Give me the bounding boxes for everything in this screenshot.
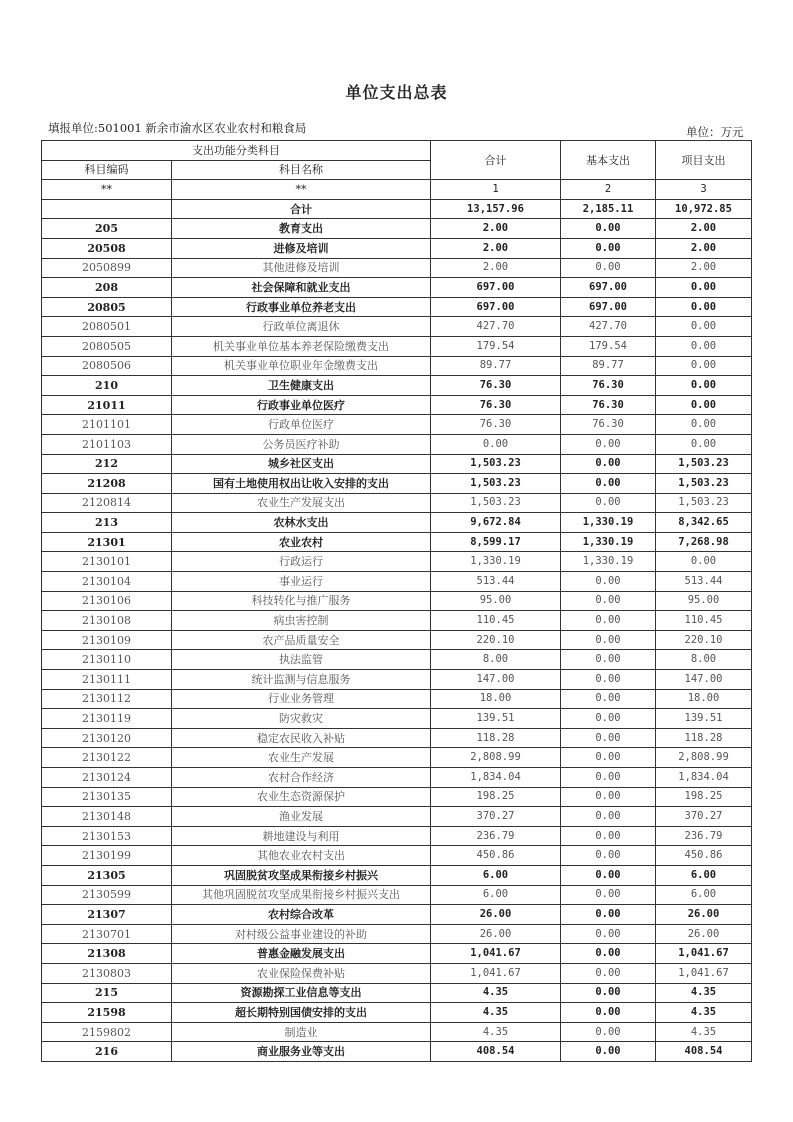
cell-total: 4.35 (431, 1003, 561, 1023)
table-row (42, 709, 752, 729)
cell-name: 普惠金融发展支出 (172, 944, 431, 964)
cell-code: 2080506 (42, 356, 172, 376)
cell-project: 236.79 (656, 826, 752, 846)
table-row (42, 846, 752, 866)
cell-code: 2159802 (42, 1022, 172, 1042)
table-row (42, 552, 752, 572)
cell-total: 76.30 (431, 376, 561, 396)
cell-total: 13,157.96 (431, 199, 561, 219)
cell-project: 0.00 (656, 552, 752, 572)
cell-name: 行业业务管理 (172, 689, 431, 709)
cell-basic: 0.00 (561, 826, 656, 846)
header-group: 支出功能分类科目 (42, 141, 431, 161)
cell-total: 370.27 (431, 807, 561, 827)
cell-project: 0.00 (656, 336, 752, 356)
cell-total: 513.44 (431, 572, 561, 592)
cell-total: 95.00 (431, 591, 561, 611)
cell-project: 0.00 (656, 434, 752, 454)
cell-basic: 1,330.19 (561, 532, 656, 552)
cell-project: 26.00 (656, 905, 752, 925)
currency-unit: 单位：万元 (686, 125, 744, 139)
cell-basic: 0.00 (561, 650, 656, 670)
cell-basic: 427.70 (561, 317, 656, 337)
cell-basic: 76.30 (561, 395, 656, 415)
cell-basic: 179.54 (561, 336, 656, 356)
table-row (42, 376, 752, 396)
cell-name: 事业运行 (172, 572, 431, 592)
cell-project: 2.00 (656, 258, 752, 278)
cell-code: 2130112 (42, 689, 172, 709)
page-title: 单位支出总表 (345, 83, 448, 102)
cell-name: 农产品质量安全 (172, 630, 431, 650)
cell-project: 0.00 (656, 297, 752, 317)
cell-name: 渔业发展 (172, 807, 431, 827)
table-row (42, 1042, 752, 1062)
cell-code: 2130599 (42, 885, 172, 905)
cell-total: 1,041.67 (431, 944, 561, 964)
header-row-1 (42, 141, 752, 161)
cell-code: 21011 (42, 395, 172, 415)
cell-code: 2130148 (42, 807, 172, 827)
cell-basic: 0.00 (561, 1042, 656, 1062)
cell-basic: 697.00 (561, 297, 656, 317)
table-row (42, 963, 752, 983)
cell-code: 21305 (42, 865, 172, 885)
table-row (42, 807, 752, 827)
cell-code: 2080505 (42, 336, 172, 356)
cell-code: 213 (42, 513, 172, 533)
cell-total: 236.79 (431, 826, 561, 846)
cell-total: 697.00 (431, 278, 561, 298)
cell-total: 1,834.04 (431, 768, 561, 788)
cell-total: 76.30 (431, 415, 561, 435)
cell-code: 205 (42, 219, 172, 239)
cell-name: 行政事业单位医疗 (172, 395, 431, 415)
cell-project: 1,041.67 (656, 963, 752, 983)
cell-project: 8.00 (656, 650, 752, 670)
cell-project: 1,503.23 (656, 454, 752, 474)
cell-basic: 0.00 (561, 924, 656, 944)
cell-basic: 0.00 (561, 238, 656, 258)
table-row (42, 768, 752, 788)
cell-name: 农林水支出 (172, 513, 431, 533)
cell-basic: 0.00 (561, 709, 656, 729)
cell-code: 210 (42, 376, 172, 396)
cell-project: 18.00 (656, 689, 752, 709)
cell-name: 统计监测与信息服务 (172, 670, 431, 690)
cell-basic: 0.00 (561, 963, 656, 983)
cell-project: 4.35 (656, 1003, 752, 1023)
cell-basic: 0.00 (561, 885, 656, 905)
cell-project: 2.00 (656, 219, 752, 239)
table-row (42, 532, 752, 552)
cell-total: 1,503.23 (431, 474, 561, 494)
cell-name: 农业保险保费补贴 (172, 963, 431, 983)
cell-project: 6.00 (656, 865, 752, 885)
cell-project: 370.27 (656, 807, 752, 827)
cell-project: 408.54 (656, 1042, 752, 1062)
cell-code: 20805 (42, 297, 172, 317)
cell-name: 巩固脱贫攻坚成果衔接乡村振兴 (172, 865, 431, 885)
header-total: 合计 (431, 141, 561, 180)
cell-total: 1,330.19 (431, 552, 561, 572)
table-row (42, 944, 752, 964)
cell-basic: 0.00 (561, 611, 656, 631)
cell-basic: 89.77 (561, 356, 656, 376)
cell-basic: 2,185.11 (561, 199, 656, 219)
cell-code: 2130101 (42, 552, 172, 572)
cell-total: 220.10 (431, 630, 561, 650)
cell-project: 1,503.23 (656, 474, 752, 494)
cell-basic: 0.00 (561, 493, 656, 513)
cell-total: 76.30 (431, 395, 561, 415)
cell-basic: 0.00 (561, 219, 656, 239)
cell-code (42, 199, 172, 219)
table-row (42, 787, 752, 807)
cell-basic: 0.00 (561, 807, 656, 827)
table-row (42, 865, 752, 885)
cell-code: 2120814 (42, 493, 172, 513)
cell-code: 2130135 (42, 787, 172, 807)
table-row (42, 493, 752, 513)
table-row (42, 1022, 752, 1042)
cell-basic: 0.00 (561, 846, 656, 866)
table-row (42, 591, 752, 611)
cell-project: 147.00 (656, 670, 752, 690)
table-row (42, 983, 752, 1003)
cell-project: 6.00 (656, 885, 752, 905)
cell-project: 2,808.99 (656, 748, 752, 768)
cell-code: 2130803 (42, 963, 172, 983)
cell-total: 450.86 (431, 846, 561, 866)
cell-name: 行政单位医疗 (172, 415, 431, 435)
cell-total: 118.28 (431, 728, 561, 748)
cell-code: 2130109 (42, 630, 172, 650)
table-row (42, 689, 752, 709)
cell-basic: 0.00 (561, 572, 656, 592)
table-row (42, 572, 752, 592)
cell-name: 机关事业单位基本养老保险缴费支出 (172, 336, 431, 356)
cell-total: 89.77 (431, 356, 561, 376)
cell-basic: 0.00 (561, 689, 656, 709)
cell-total: 427.70 (431, 317, 561, 337)
cell-basic: 0.00 (561, 670, 656, 690)
cell-basic: 76.30 (561, 415, 656, 435)
cell-project: 8,342.65 (656, 513, 752, 533)
cell-basic: 0.00 (561, 474, 656, 494)
cell-project: 7,268.98 (656, 532, 752, 552)
cell-total: 26.00 (431, 905, 561, 925)
cell-basic: 0.00 (561, 944, 656, 964)
cell-total: 408.54 (431, 1042, 561, 1062)
filing-unit: 填报单位:501001 新余市渝水区农业农村和粮食局 (48, 121, 307, 135)
table-row (42, 278, 752, 298)
table-row (42, 395, 752, 415)
cell-basic: 0.00 (561, 768, 656, 788)
cell-name: 其他巩固脱贫攻坚成果衔接乡村振兴支出 (172, 885, 431, 905)
cell-project: 0.00 (656, 278, 752, 298)
cell-project: 4.35 (656, 983, 752, 1003)
cell-code: 20508 (42, 238, 172, 258)
cell-basic: 697.00 (561, 278, 656, 298)
cell-project: 220.10 (656, 630, 752, 650)
cell-code: 216 (42, 1042, 172, 1062)
cell-project: 4.35 (656, 1022, 752, 1042)
index-cell: 3 (656, 180, 752, 200)
cell-code: 2130106 (42, 591, 172, 611)
cell-project: 110.45 (656, 611, 752, 631)
cell-total: 139.51 (431, 709, 561, 729)
cell-name: 行政运行 (172, 552, 431, 572)
cell-total: 1,041.67 (431, 963, 561, 983)
table-row (42, 219, 752, 239)
cell-code: 2101103 (42, 434, 172, 454)
index-cell: 2 (561, 180, 656, 200)
cell-name: 其他进修及培训 (172, 258, 431, 278)
cell-name: 农业生产发展 (172, 748, 431, 768)
cell-project: 0.00 (656, 356, 752, 376)
cell-code: 2130153 (42, 826, 172, 846)
cell-basic: 0.00 (561, 748, 656, 768)
cell-project: 2.00 (656, 238, 752, 258)
cell-name: 行政单位离退休 (172, 317, 431, 337)
cell-name: 城乡社区支出 (172, 454, 431, 474)
index-row (42, 180, 752, 200)
cell-basic: 0.00 (561, 454, 656, 474)
table-row (42, 258, 752, 278)
cell-project: 513.44 (656, 572, 752, 592)
table-row (42, 885, 752, 905)
cell-total: 8,599.17 (431, 532, 561, 552)
cell-project: 0.00 (656, 415, 752, 435)
cell-code: 2130199 (42, 846, 172, 866)
cell-basic: 0.00 (561, 905, 656, 925)
cell-name: 超长期特别国债安排的支出 (172, 1003, 431, 1023)
cell-name: 教育支出 (172, 219, 431, 239)
cell-project: 1,503.23 (656, 493, 752, 513)
cell-project: 450.86 (656, 846, 752, 866)
expenditure-table (41, 140, 752, 1062)
cell-name: 农业生产发展支出 (172, 493, 431, 513)
table-row (42, 474, 752, 494)
cell-total: 18.00 (431, 689, 561, 709)
cell-name: 农村综合改革 (172, 905, 431, 925)
cell-project: 139.51 (656, 709, 752, 729)
cell-project: 0.00 (656, 395, 752, 415)
cell-name: 农业生态资源保护 (172, 787, 431, 807)
table-row (42, 297, 752, 317)
cell-name: 机关事业单位职业年金缴费支出 (172, 356, 431, 376)
cell-code: 21598 (42, 1003, 172, 1023)
cell-project: 1,041.67 (656, 944, 752, 964)
table-row (42, 434, 752, 454)
header-code: 科目编码 (42, 160, 172, 180)
cell-basic: 1,330.19 (561, 552, 656, 572)
index-cell: 1 (431, 180, 561, 200)
cell-total: 198.25 (431, 787, 561, 807)
cell-code: 2130119 (42, 709, 172, 729)
cell-project: 26.00 (656, 924, 752, 944)
table-row (42, 356, 752, 376)
cell-name: 卫生健康支出 (172, 376, 431, 396)
cell-name: 农业农村 (172, 532, 431, 552)
cell-basic: 0.00 (561, 591, 656, 611)
cell-basic: 0.00 (561, 728, 656, 748)
cell-total: 1,503.23 (431, 493, 561, 513)
cell-name: 资源勘探工业信息等支出 (172, 983, 431, 1003)
cell-total: 147.00 (431, 670, 561, 690)
cell-total: 9,672.84 (431, 513, 561, 533)
cell-name: 其他农业农村支出 (172, 846, 431, 866)
cell-code: 21308 (42, 944, 172, 964)
cell-name: 制造业 (172, 1022, 431, 1042)
cell-name: 合计 (172, 199, 431, 219)
cell-project: 0.00 (656, 376, 752, 396)
table-row (42, 728, 752, 748)
cell-total: 2.00 (431, 238, 561, 258)
cell-code: 2101101 (42, 415, 172, 435)
cell-project: 1,834.04 (656, 768, 752, 788)
cell-code: 2080501 (42, 317, 172, 337)
cell-code: 21208 (42, 474, 172, 494)
cell-total: 697.00 (431, 297, 561, 317)
cell-code: 2130111 (42, 670, 172, 690)
table-row (42, 905, 752, 925)
cell-name: 稳定农民收入补贴 (172, 728, 431, 748)
table-row (42, 670, 752, 690)
cell-total: 179.54 (431, 336, 561, 356)
table-row (42, 454, 752, 474)
cell-code: 21307 (42, 905, 172, 925)
cell-total: 2.00 (431, 258, 561, 278)
table-row (42, 238, 752, 258)
cell-total: 2.00 (431, 219, 561, 239)
table-row (42, 611, 752, 631)
cell-code: 2130701 (42, 924, 172, 944)
index-cell: ** (42, 180, 172, 200)
cell-code: 2130122 (42, 748, 172, 768)
cell-project: 95.00 (656, 591, 752, 611)
cell-basic: 0.00 (561, 1022, 656, 1042)
cell-name: 进修及培训 (172, 238, 431, 258)
cell-basic: 0.00 (561, 258, 656, 278)
cell-code: 2130108 (42, 611, 172, 631)
cell-total: 26.00 (431, 924, 561, 944)
cell-total: 0.00 (431, 434, 561, 454)
table-row (42, 650, 752, 670)
cell-basic: 0.00 (561, 983, 656, 1003)
cell-name: 执法监管 (172, 650, 431, 670)
cell-name: 耕地建设与利用 (172, 826, 431, 846)
index-cell: ** (172, 180, 431, 200)
table-row (42, 415, 752, 435)
cell-name: 防灾救灾 (172, 709, 431, 729)
cell-basic: 1,330.19 (561, 513, 656, 533)
cell-code: 208 (42, 278, 172, 298)
table-row (42, 1003, 752, 1023)
cell-total: 6.00 (431, 885, 561, 905)
cell-code: 215 (42, 983, 172, 1003)
header-name: 科目名称 (172, 160, 431, 180)
header-basic: 基本支出 (561, 141, 656, 180)
cell-total: 6.00 (431, 865, 561, 885)
table-row (42, 513, 752, 533)
cell-basic: 76.30 (561, 376, 656, 396)
table-row (42, 826, 752, 846)
cell-total: 8.00 (431, 650, 561, 670)
cell-project: 10,972.85 (656, 199, 752, 219)
cell-basic: 0.00 (561, 865, 656, 885)
cell-total: 1,503.23 (431, 454, 561, 474)
cell-basic: 0.00 (561, 787, 656, 807)
cell-project: 118.28 (656, 728, 752, 748)
cell-name: 病虫害控制 (172, 611, 431, 631)
cell-name: 对村级公益事业建设的补助 (172, 924, 431, 944)
cell-name: 公务员医疗补助 (172, 434, 431, 454)
cell-project: 198.25 (656, 787, 752, 807)
cell-code: 2130110 (42, 650, 172, 670)
cell-code: 2130104 (42, 572, 172, 592)
cell-total: 110.45 (431, 611, 561, 631)
table-body (42, 199, 752, 1061)
cell-code: 2050899 (42, 258, 172, 278)
cell-total: 4.35 (431, 983, 561, 1003)
table-row (42, 317, 752, 337)
cell-basic: 0.00 (561, 630, 656, 650)
cell-name: 商业服务业等支出 (172, 1042, 431, 1062)
cell-code: 2130124 (42, 768, 172, 788)
cell-basic: 0.00 (561, 1003, 656, 1023)
cell-basic: 0.00 (561, 434, 656, 454)
cell-name: 社会保障和就业支出 (172, 278, 431, 298)
table-row (42, 199, 752, 219)
cell-name: 国有土地使用权出让收入安排的支出 (172, 474, 431, 494)
cell-total: 4.35 (431, 1022, 561, 1042)
table-row (42, 630, 752, 650)
cell-name: 科技转化与推广服务 (172, 591, 431, 611)
cell-code: 21301 (42, 532, 172, 552)
cell-code: 212 (42, 454, 172, 474)
cell-code: 2130120 (42, 728, 172, 748)
cell-total: 2,808.99 (431, 748, 561, 768)
header-project: 项目支出 (656, 141, 752, 180)
cell-name: 行政事业单位养老支出 (172, 297, 431, 317)
table-row (42, 748, 752, 768)
cell-project: 0.00 (656, 317, 752, 337)
cell-name: 农村合作经济 (172, 768, 431, 788)
table-row (42, 336, 752, 356)
table-row (42, 924, 752, 944)
